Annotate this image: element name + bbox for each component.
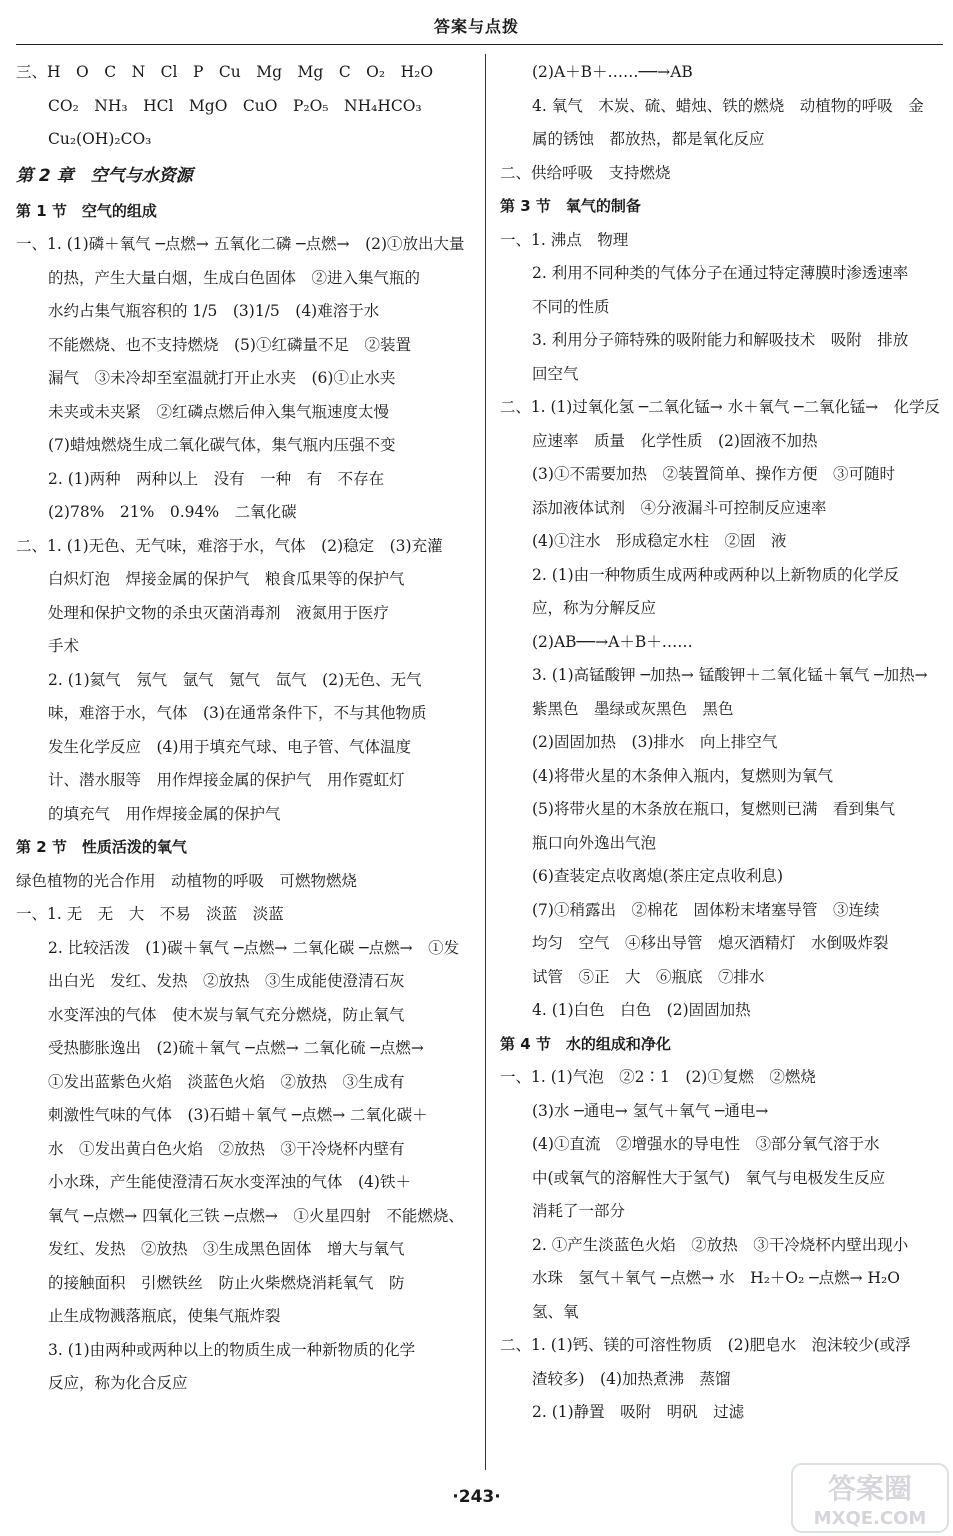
answer-line: (2)固固加热 (3)排水 向上排空气 — [532, 733, 778, 751]
answer-line: 二、供给呼吸 支持燃烧 — [500, 163, 671, 182]
answer-line: 中(或氧气的溶解性大于氢气) 氧气与电极发生反应 — [532, 1168, 886, 1187]
answer-line: 氢、氧 — [532, 1302, 579, 1321]
section-heading: 第 2 节 性质活泼的氧气 — [16, 838, 187, 856]
answer-line: (3)水 ─通电→ 氢气＋氧气 ─通电→ — [532, 1101, 769, 1120]
chapter-heading: 第 2 章 空气与水资源 — [16, 165, 193, 186]
answer-line: 一、1. (1)磷＋氧气 ─点燃→ 五氧化二磷 ─点燃→ (2)①放出大量 — [16, 235, 465, 253]
answer-line: 不能燃烧、也不支持燃烧 (5)①红磷量不足 ②装置 — [48, 335, 411, 354]
answer-line: 2. (1)两种 两种以上 没有 一种 有 不存在 — [48, 469, 385, 488]
answer-line: (4)①注水 形成稳定水柱 ②固 液 — [532, 532, 787, 550]
answer-line: 回空气 — [532, 364, 579, 383]
answer-line: 添加液体试剂 ④分液漏斗可控制反应速率 — [532, 498, 827, 517]
answer-line: 紫黑色 墨绿或灰黑色 黑色 — [532, 699, 734, 718]
watermark-text-cn: 答案圈 — [827, 1472, 913, 1505]
answer-line: (6)查装定点收离熄(茶庄定点收利息) — [532, 867, 784, 885]
answer-line: 渣较多) (4)加热煮沸 蒸馏 — [532, 1369, 731, 1388]
answer-line: 二、1. (1)过氧化氢 ─二氧化锰→ 水＋氧气 ─二氧化锰→ 化学反 — [500, 398, 940, 416]
answer-line: ①发出蓝紫色火焰 淡蓝色火焰 ②放热 ③生成有 — [48, 1072, 405, 1091]
answer-line: 刺激性气味的气体 (3)石蜡＋氧气 ─点燃→ 二氧化碳＋ — [48, 1106, 428, 1124]
answer-line: 2. (1)氦气 氖气 氩气 氪气 氙气 (2)无色、无气 — [48, 670, 422, 689]
left-column — [16, 56, 472, 1401]
answer-line: (7)①稍露出 ②棉花 固体粉末堵塞导管 ③连续 — [532, 900, 880, 919]
answer-line: 发生化学反应 (4)用于填充气球、电子管、气体温度 — [48, 737, 411, 756]
answer-line: 均匀 空气 ④移出导管 熄灭酒精灯 水倒吸炸裂 — [532, 934, 889, 952]
answer-line: (7)蜡烛燃烧生成二氧化碳气体，集气瓶内压强不变 — [48, 436, 396, 454]
answer-line: 试管 ⑤正 大 ⑥瓶底 ⑦排水 — [532, 967, 765, 986]
answer-line: 味，难溶于水，气体 (3)在通常条件下，不与其他物质 — [48, 704, 427, 722]
answer-line: 一、1. 沸点 物理 — [500, 230, 629, 249]
section-heading: 第 4 节 水的组成和净化 — [500, 1034, 671, 1053]
answer-line: 应速率 质量 化学性质 (2)固液不加热 — [532, 431, 818, 450]
answer-line: 3. (1)由两种或两种以上的物质生成一种新物质的化学 — [48, 1340, 416, 1359]
answer-line: 水 ①发出黄白色火焰 ②放热 ③干冷烧杯内壁有 — [48, 1139, 405, 1158]
answer-line: 漏气 ③未冷却至室温就打开止水夹 (6)①止水夹 — [48, 369, 396, 387]
answer-line: (5)将带火星的木条放在瓶口，复燃则已满 看到集气 — [532, 800, 895, 818]
header-title: 答案与点拨 — [433, 17, 519, 36]
answer-line: 2. 比较活泼 (1)碳＋氧气 ─点燃→ 二氧化碳 ─点燃→ ①发 — [48, 938, 460, 957]
answer-line: 属的锈蚀 都放热，都是氧化反应 — [532, 130, 765, 148]
answer-line: 的填充气 用作焊接金属的保护气 — [48, 804, 281, 823]
answer-line: 2. ①产生淡蓝色火焰 ②放热 ③干冷烧杯内壁出现小 — [532, 1235, 909, 1254]
answer-line: 3. 利用分子筛特殊的吸附能力和解吸技术 吸附 排放 — [532, 331, 909, 349]
answer-line: 氧气 ─点燃→ 四氧化三铁 ─点燃→ ①火星四射 不能燃烧、 — [48, 1206, 464, 1225]
watermark-logo — [790, 1462, 950, 1534]
section-heading: 第 3 节 氧气的制备 — [500, 197, 641, 215]
answer-line: (3)①不需要加热 ②装置简单、操作方便 ③可随时 — [532, 465, 895, 483]
watermark-text-en: MXQE.COM — [813, 1508, 927, 1529]
answer-line: 手术 — [48, 637, 80, 655]
answer-line: 一、1. (1)气泡 ②2∶1 (2)①复燃 ②燃烧 — [500, 1068, 816, 1086]
answer-line: 水约占集气瓶容积的 1/5 (3)1/5 (4)难溶于水 — [48, 302, 380, 320]
answer-line: 的热，产生大量白烟，生成白色固体 ②进入集气瓶的 — [48, 268, 421, 287]
answer-line: 的接触面积 引燃铁丝 防止火柴燃烧消耗氧气 防 — [48, 1273, 405, 1292]
answer-line: 水珠 氢气＋氧气 ─点燃→ 水 H₂＋O₂ ─点燃→ H₂O — [532, 1269, 900, 1287]
answer-line: 白炽灯泡 焊接金属的保护气 粮食瓜果等的保护气 — [48, 570, 405, 588]
answer-line: (2)78% 21% 0.94% 二氧化碳 — [48, 503, 297, 521]
answer-line: 不同的性质 — [532, 297, 610, 316]
answer-line: 二、1. (1)钙、镁的可溶性物质 (2)肥皂水 泡沫较少(或浮 — [500, 1336, 911, 1354]
answer-line: CO₂ NH₃ HCl MgO CuO P₂O₅ NH₄HCO₃ — [48, 96, 422, 115]
answer-line: 2. 利用不同种类的气体分子在通过特定薄膜时渗透速率 — [532, 264, 909, 282]
answer-line: Cu₂(OH)₂CO₃ — [48, 130, 152, 148]
answer-line: 未夹或未夹紧 ②红磷点燃后伸入集气瓶速度太慢 — [48, 402, 390, 421]
header-rule — [16, 44, 943, 45]
answer-line: 反应，称为化合反应 — [48, 1374, 188, 1392]
answer-line: 小水珠，产生能使澄清石灰水变浑浊的气体 (4)铁＋ — [48, 1173, 411, 1191]
answer-line: 出白光 发红、发热 ②放热 ③生成能使澄清石灰 — [48, 972, 405, 990]
answer-line: 水变浑浊的气体 使木炭与氧气充分燃烧，防止氧气 — [48, 1005, 405, 1024]
page-header — [0, 0, 953, 48]
answer-line: 一、1. 无 无 大 不易 淡蓝 淡蓝 — [16, 905, 284, 923]
answer-line: (2)AB──→A＋B＋…… — [532, 632, 693, 651]
answer-line: 发红、发热 ②放热 ③生成黑色固体 增大与氧气 — [48, 1240, 405, 1258]
answer-line: 绿色植物的光合作用 动植物的呼吸 可燃物燃烧 — [16, 871, 358, 890]
answer-line: 三、H O C N Cl P Cu Mg Mg C O₂ H₂O — [16, 63, 434, 81]
answer-line: 二、1. (1)无色、无气味，难溶于水，气体 (2)稳定 (3)充灌 — [16, 536, 443, 555]
answer-line: 4. 氧气 木炭、硫、蜡烛、铁的燃烧 动植物的呼吸 金 — [532, 96, 924, 115]
answer-line: 应，称为分解反应 — [532, 599, 657, 617]
answer-line: (4)将带火星的木条伸入瓶内，复燃则为氧气 — [532, 766, 833, 785]
section-heading: 第 1 节 空气的组成 — [16, 201, 157, 220]
answer-line: 瓶口向外逸出气泡 — [532, 833, 657, 852]
answer-line: (4)①直流 ②增强水的导电性 ③部分氧气溶于水 — [532, 1135, 880, 1153]
column-divider — [485, 54, 486, 1470]
right-column — [500, 56, 940, 1430]
answer-line: 计、潜水服等 用作焊接金属的保护气 用作霓虹灯 — [48, 771, 405, 789]
page-number: ·243· — [452, 1487, 501, 1507]
answer-line: 消耗了一部分 — [532, 1202, 626, 1220]
answer-line: (2)A＋B＋……──→AB — [532, 63, 693, 81]
answer-line: 4. (1)白色 白色 (2)固固加热 — [532, 1001, 751, 1019]
answer-line: 止生成物溅落瓶底，使集气瓶炸裂 — [48, 1307, 281, 1325]
answer-line: 3. (1)高锰酸钾 ─加热→ 锰酸钾＋二氧化锰＋氧气 ─加热→ — [532, 666, 928, 684]
answer-line: 2. (1)由一种物质生成两种或两种以上新物质的化学反 — [532, 565, 900, 584]
answer-line: 处理和保护文物的杀虫灭菌消毒剂 液氮用于医疗 — [48, 603, 390, 622]
answer-line: 2. (1)静置 吸附 明矾 过滤 — [532, 1403, 745, 1421]
answer-line: 受热膨胀逸出 (2)硫＋氧气 ─点燃→ 二氧化硫 ─点燃→ — [48, 1039, 424, 1057]
